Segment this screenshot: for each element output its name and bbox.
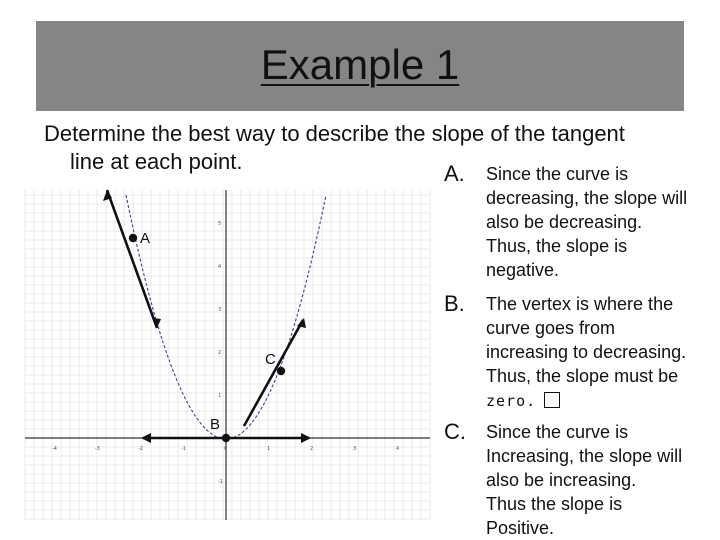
answer-a-letter: A. xyxy=(444,161,465,186)
y-tick-label: -1 xyxy=(218,479,223,485)
answer-b-last-line xyxy=(486,388,716,413)
x-tick-label: -3 xyxy=(95,446,100,452)
y-tick-label: 1 xyxy=(218,393,222,399)
slide-title: Example 1 xyxy=(260,41,460,88)
y-tick-label: 4 xyxy=(218,264,222,270)
question-line-2: line at each point. xyxy=(70,149,243,174)
answer-b-letter: B. xyxy=(444,291,465,316)
x-tick-label: -2 xyxy=(138,446,143,452)
answer-c-line: Increasing, the slope will xyxy=(486,446,683,466)
x-tick-label: -1 xyxy=(181,446,186,452)
tangent-line-a xyxy=(107,190,157,328)
answer-c-line: also be increasing. xyxy=(486,470,637,490)
missing-glyph-box-icon xyxy=(544,392,560,408)
x-tick-label: 4 xyxy=(396,446,400,452)
answer-c-letter: C. xyxy=(444,419,466,444)
x-tick-label: -4 xyxy=(52,446,57,452)
y-tick-labels xyxy=(218,221,223,485)
tangent-b-arrow-left xyxy=(141,433,151,443)
tangent-b-arrow-right xyxy=(301,433,311,443)
graph-grid xyxy=(25,190,430,520)
answer-c-text xyxy=(486,420,716,540)
x-tick-label: 3 xyxy=(353,446,357,452)
answer-c-line: Thus the slope is xyxy=(486,494,623,514)
x-tick-label: 2 xyxy=(310,446,314,452)
answer-c-line: Since the curve is xyxy=(486,422,629,442)
answer-a-line: Since the curve is xyxy=(486,164,629,184)
answer-b-line: Thus, the slope must be xyxy=(486,366,679,386)
graph-axes xyxy=(25,190,430,520)
answer-a-line: also be decreasing. xyxy=(486,212,643,232)
answer-b-line: The vertex is where the xyxy=(486,294,674,314)
answer-a-line: negative. xyxy=(486,260,560,280)
y-tick-label: 3 xyxy=(218,307,222,313)
point-a-label: A xyxy=(140,230,151,247)
tangent-line-c xyxy=(244,320,303,426)
y-tick-label: 2 xyxy=(218,350,222,356)
point-b-label: B xyxy=(210,416,221,433)
y-tick-label: 5 xyxy=(218,221,222,227)
answer-b-text xyxy=(486,292,716,413)
answer-a-line: Thus, the slope is xyxy=(486,236,628,256)
point-a-dot xyxy=(129,234,137,242)
answer-a-text xyxy=(486,162,716,282)
answer-c-line: Positive. xyxy=(486,518,555,538)
answer-a-line: decreasing, the slope will xyxy=(486,188,688,208)
answer-b-line: increasing to decreasing. xyxy=(486,342,687,362)
answer-b-line: curve goes from xyxy=(486,318,616,338)
question-line-1: Determine the best way to describe the slope of the tangent xyxy=(44,121,625,146)
point-c-dot xyxy=(277,367,285,375)
point-c-label: C xyxy=(265,351,276,368)
x-tick-label: 1 xyxy=(267,446,271,452)
answer-b-zero: zero. xyxy=(486,392,537,410)
point-b-dot xyxy=(222,434,230,442)
x-tick-label: 0 xyxy=(224,446,228,452)
